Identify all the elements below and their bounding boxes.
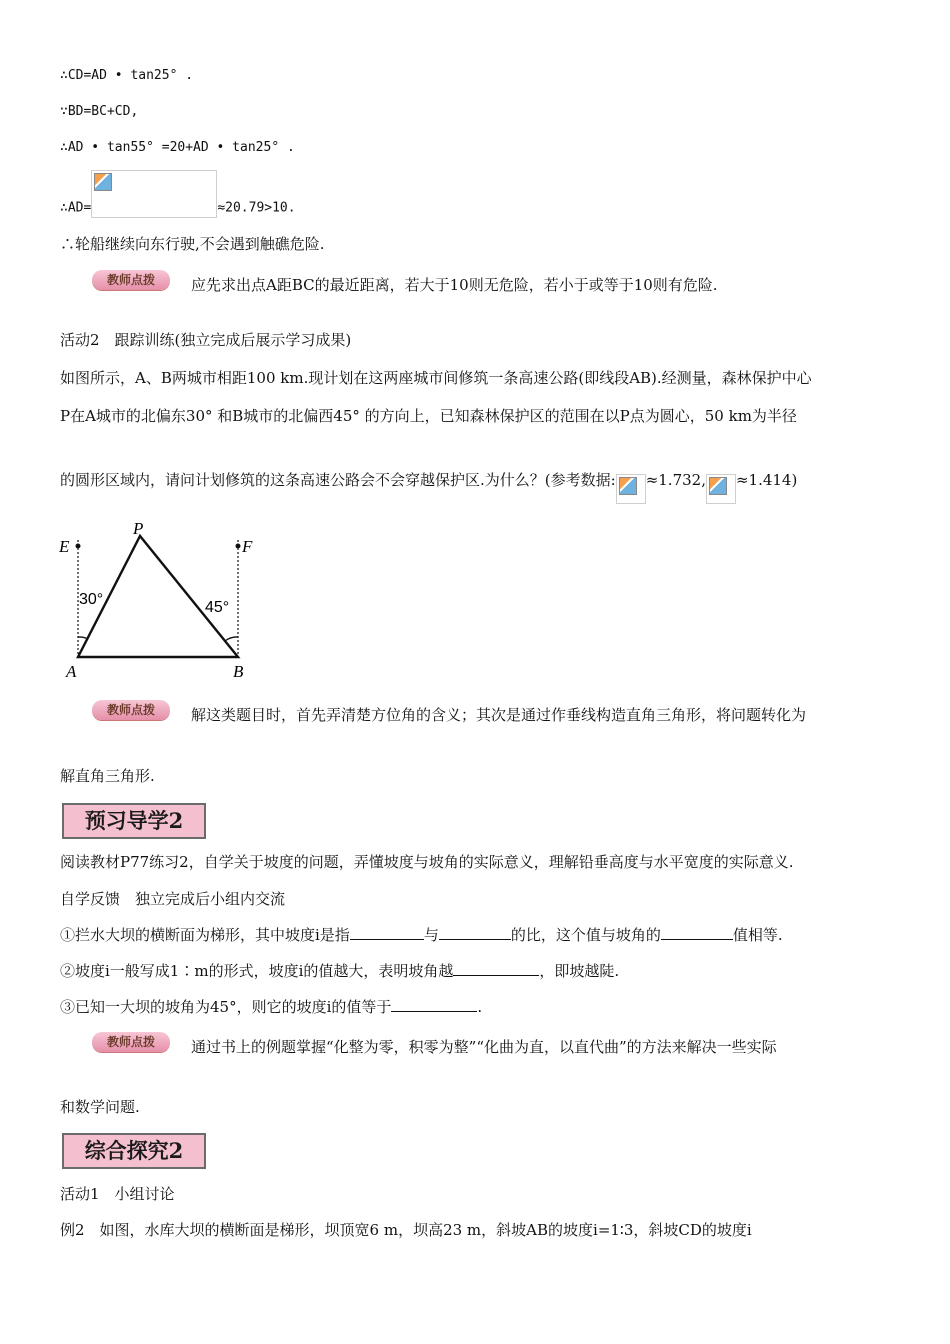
label-f: F (242, 537, 253, 556)
sqrt3-approx: ≈1.732, (645, 471, 706, 489)
formula-image-icon (91, 170, 217, 218)
derivation-line-1: ∴CD=AD • tan25° . (60, 68, 194, 83)
teacher-tip-badge-3: 教师点拨 (92, 1032, 170, 1052)
point-f-dot (236, 544, 241, 549)
derivation-line-3: ∴AD • tan55° =20+AD • tan25° . (60, 140, 295, 155)
blank-3 (661, 924, 733, 940)
label-b: B (233, 662, 244, 681)
preview-paragraph-1: 阅读教材P77练习2，自学关于坡度的问题，弄懂坡度与坡角的实际意义，理解铅垂高度与水平宽度的实际意义. (60, 853, 794, 871)
label-a: A (66, 662, 77, 681)
preview-paragraph-2: 自学反馈 独立完成后小组内交流 (60, 890, 286, 908)
angle-label-30: 30° (79, 591, 104, 608)
teacher-tip-badge: 教师点拨 (92, 270, 170, 290)
tip-text-3-line-1: 通过书上的例题掌握“化整为零，积零为整”“化曲为直，以直代曲”的方法来解决一些实际 (191, 1038, 777, 1056)
ad-equals-prefix: ∴AD= (60, 200, 92, 216)
angle-arc-b (225, 637, 238, 641)
reference-data-prefix: 的圆形区域内，请问计划修筑的这条高速公路会不会穿越保护区.为什么？(参考数据: (60, 471, 616, 489)
activity2-paragraph-1: 如图所示，A、B两城市相距100 km.现计划在这两座城市间修筑一条高速公路(即线段AB).经测量，森林保护中心 (60, 369, 812, 387)
blank-1 (350, 924, 424, 940)
section-banner-explore: 综合探究2 (62, 1133, 206, 1169)
ad-approx-result: ≈20.79>10. (217, 200, 296, 216)
derivation-line-2: ∵BD=BC+CD, (60, 104, 139, 119)
question-1: ①拦水大坝的横断面为梯形，其中坡度i是指 与 的比，这个值与坡角的 值相等. (60, 926, 783, 944)
label-p: P (133, 520, 144, 538)
tip-text-2-line-1: 解这类题目时，首先弄清楚方位角的含义；其次是通过作垂线构造直角三角形，将问题转化为 (191, 706, 807, 724)
explore-paragraph-2: 例2 如图，水库大坝的横断面是梯形，坝顶宽6 m，坝高23 m，斜坡AB的坡度i=1∶3，斜坡CD的坡度i (60, 1221, 752, 1239)
label-e: E (59, 537, 70, 556)
blank-5 (391, 996, 477, 1012)
conclusion-line: ∴轮船继续向东行驶,不会遇到触礁危险. (60, 235, 325, 253)
explore-paragraph-1: 活动1 小组讨论 (60, 1185, 175, 1203)
activity2-paragraph-3 (60, 466, 797, 496)
blank-2 (439, 924, 511, 940)
point-e-dot (76, 544, 81, 549)
angle-arc-a (78, 637, 88, 639)
question-2: ②坡度i一般写成1∶m的形式，坡度i的值越大，表明坡角越 ，即坡越陡. (60, 962, 620, 980)
tip-text-3-line-2: 和数学问题. (60, 1098, 140, 1116)
blank-4 (453, 960, 539, 976)
activity2-heading: 活动2 跟踪训练(独立完成后展示学习成果) (60, 331, 352, 349)
activity2-paragraph-2: P在A城市的北偏东30° 和B城市的北偏西45° 的方向上，已知森林保护区的范围在以P点为圆心，50 km为半径 (60, 407, 797, 425)
section-banner-preview: 预习导学2 (62, 803, 206, 839)
tip-text-1: 应先求出点A距BC的最近距离，若大于10则无危险，若小于或等于10则有危险. (191, 276, 718, 294)
teacher-tip-badge-2: 教师点拨 (92, 700, 170, 720)
derivation-line-4 (60, 184, 296, 232)
triangle-figure (55, 520, 275, 690)
sqrt3-image-icon (616, 474, 646, 504)
question-3: ③已知一大坝的坡角为45°，则它的坡度i的值等于 . (60, 998, 483, 1016)
angle-label-45: 45° (205, 599, 230, 616)
sqrt2-approx: ≈1.414) (735, 471, 798, 489)
sqrt2-image-icon (706, 474, 736, 504)
tip-text-2-line-2: 解直角三角形. (60, 767, 155, 785)
